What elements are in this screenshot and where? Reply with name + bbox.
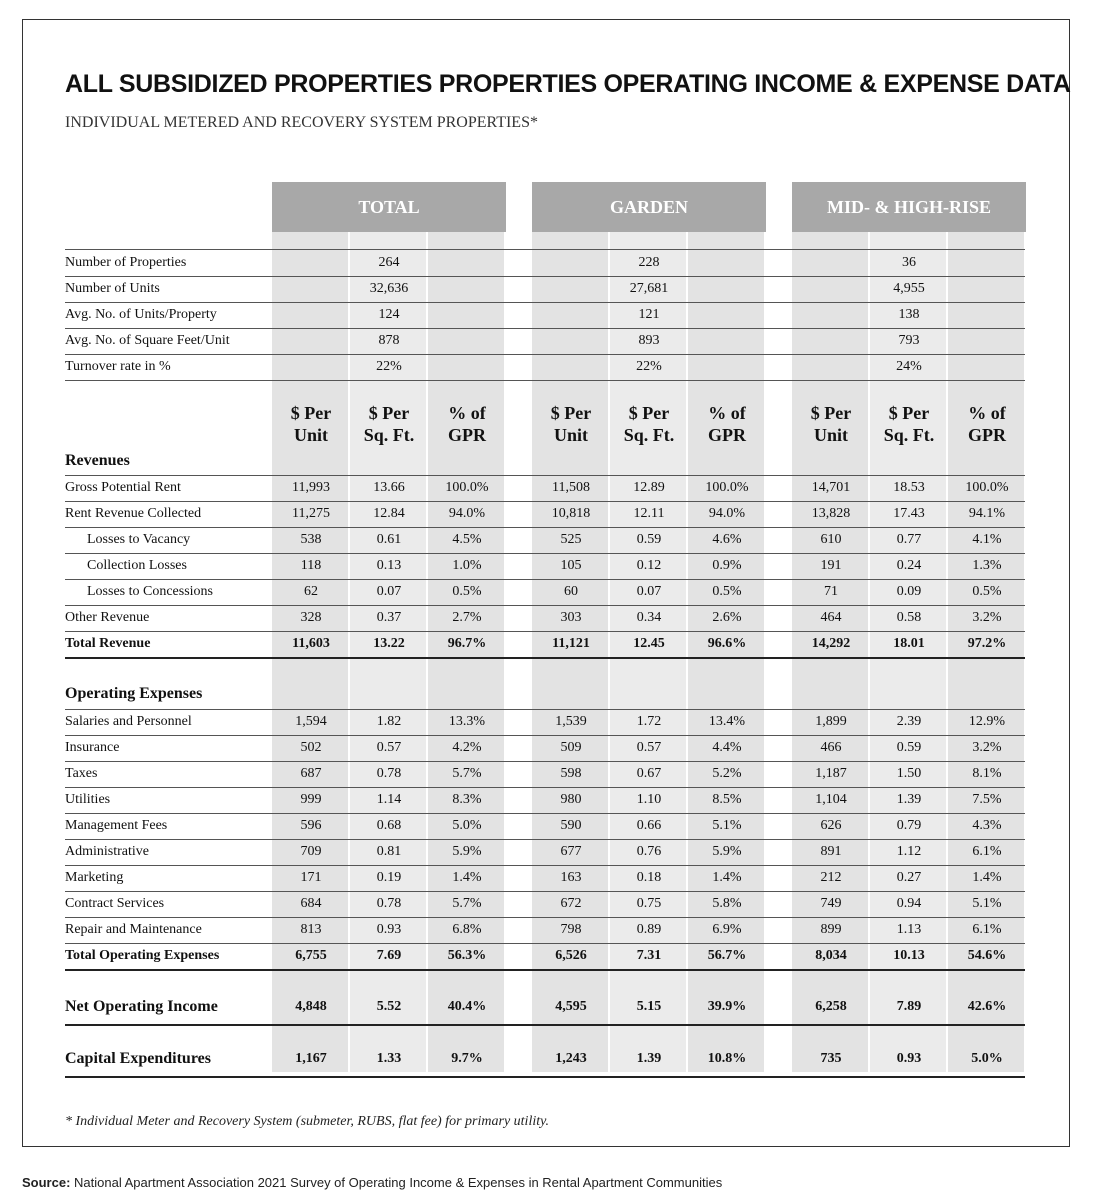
column-header-line2: Sq. Ft. [363,425,415,445]
table-cell: 626 [820,818,842,833]
table-cell: 100.0% [705,480,749,495]
table-cell: 60 [564,584,578,599]
row-label: Rent Revenue Collected [65,506,202,521]
table-cell: 6,258 [815,999,847,1014]
table-cell: 13,828 [811,506,851,521]
section-title-operating-expenses: Operating Expenses [65,685,203,702]
row-label: Contract Services [65,896,165,911]
expense-row [65,709,1025,736]
table-cell: 171 [300,870,322,885]
table-cell: 0.34 [636,610,662,625]
row-label: Repair and Maintenance [65,922,202,937]
table-cell: 5.1% [712,818,742,833]
row-label: Total Operating Expenses [65,948,220,963]
net-operating-income-row [65,990,1025,1026]
table-cell: 4,848 [295,999,327,1014]
table-cell: 10.8% [707,1051,747,1066]
table-cell: 0.78 [376,766,402,781]
table-cell: 96.6% [707,636,747,651]
table-cell: 13.3% [448,714,486,729]
table-cell: 464 [820,610,842,625]
table-cell: 0.79 [896,818,922,833]
table-cell: 12.11 [633,506,665,521]
row-label: Turnover rate in % [65,359,171,374]
table-cell: 18.53 [893,480,925,495]
column-header-line2: Unit [553,425,588,445]
table-cell: 1.0% [452,558,482,573]
table-cell: 12.45 [633,636,665,651]
column-header-line1: $ Per [888,403,930,423]
table-cell: 24% [896,359,922,374]
table-cell: 4.1% [972,532,1002,547]
summary-row [65,354,1025,381]
page-subtitle: INDIVIDUAL METERED AND RECOVERY SYSTEM PROPERTIES* [65,114,538,131]
revenue-row [65,605,1025,632]
table-cell: 0.24 [896,558,922,573]
table-cell: 590 [560,818,582,833]
table-cell: 5.0% [452,818,482,833]
table-cell: 5.8% [712,896,742,911]
table-cell: 163 [560,870,582,885]
group-header-total: TOTAL [272,182,506,232]
expense-row [65,839,1025,866]
table-cell: 212 [820,870,842,885]
table-cell: 8.1% [972,766,1002,781]
table-cell: 538 [300,532,322,547]
row-label: Total Revenue [65,636,151,651]
table-cell: 121 [638,307,660,322]
table-cell: 677 [560,844,582,859]
row-label: Marketing [65,870,124,885]
column-header-line2: GPR [448,425,486,445]
table-cell: 687 [300,766,322,781]
column-header-line2: GPR [708,425,746,445]
section-title-revenues: Revenues [65,452,130,469]
row-label: Management Fees [65,818,168,833]
table-cell: 96.7% [447,636,487,651]
column-header [350,402,428,446]
column-header-line2: Sq. Ft. [623,425,675,445]
table-cell: 12.9% [968,714,1006,729]
table-cell: 1,243 [555,1051,587,1066]
source-text: National Apartment Association 2021 Survey of Operating Income & Expenses in Rental Apartment Communities [74,1175,723,1190]
table-cell: 0.68 [376,818,402,833]
table-cell: 0.67 [636,766,662,781]
table-cell: 0.19 [376,870,402,885]
table-cell: 793 [898,333,920,348]
table-cell: 1.4% [712,870,742,885]
row-label: Administrative [65,844,149,859]
table-cell: 0.5% [972,584,1002,599]
column-header [870,402,948,446]
table-cell: 598 [560,766,582,781]
table-cell: 8.3% [452,792,482,807]
row-label: Avg. No. of Units/Property [65,307,217,322]
expense-row [65,735,1025,762]
table-cell: 11,603 [292,636,330,651]
table-cell: 899 [820,922,842,937]
column-header [688,402,766,446]
table-cell: 4.4% [712,740,742,755]
table-cell: 1.39 [896,792,922,807]
column-header [428,402,506,446]
table-cell: 7.31 [636,948,662,963]
table-cell: 12.89 [633,480,665,495]
summary-row [65,276,1025,303]
table-cell: 7.69 [376,948,402,963]
table-cell: 684 [300,896,322,911]
column-header [272,402,350,446]
revenue-row [65,475,1025,502]
column-header [610,402,688,446]
table-cell: 14,701 [811,480,851,495]
column-header-line2: Unit [293,425,328,445]
table-cell: 100.0% [445,480,489,495]
summary-row [65,328,1025,355]
table-cell: 1,167 [295,1051,327,1066]
table-cell: 8,034 [815,948,847,963]
table-cell: 56.3% [447,948,487,963]
table-cell: 6.1% [972,844,1002,859]
revenue-row [65,501,1025,528]
table-cell: 94.1% [968,506,1006,521]
column-header-line1: $ Per [628,403,670,423]
table-cell: 3.2% [972,740,1002,755]
table-cell: 94.0% [708,506,746,521]
table-cell: 11,993 [292,480,330,495]
source-label: Source: [22,1175,71,1190]
source-line [22,1175,722,1190]
table-cell: 0.59 [896,740,922,755]
table-cell: 0.5% [712,584,742,599]
table-cell: 97.2% [967,636,1007,651]
table-cell: 118 [300,558,322,573]
table-cell: 56.7% [707,948,747,963]
column-header-line1: % of [968,403,1006,423]
table-cell: 5.7% [452,766,482,781]
table-cell: 62 [304,584,318,599]
table-cell: 1.14 [376,792,402,807]
table-cell: 1,187 [815,766,847,781]
table-cell: 13.4% [708,714,746,729]
table-cell: 5.7% [452,896,482,911]
row-label: Other Revenue [65,610,150,625]
column-header-line1: $ Per [810,403,852,423]
expense-row [65,891,1025,918]
table-cell: 672 [560,896,582,911]
table-cell: 18.01 [893,636,925,651]
expense-row [65,865,1025,892]
column-header-line2: Unit [813,425,848,445]
table-cell: 525 [560,532,582,547]
row-label: Number of Units [65,281,160,296]
table-cell: 709 [300,844,322,859]
table-cell: 0.89 [636,922,662,937]
row-label: Capital Expenditures [65,1050,211,1067]
table-cell: 40.4% [447,999,487,1014]
revenue-row [65,553,1025,580]
group-header-garden: GARDEN [532,182,766,232]
table-cell: 0.78 [376,896,402,911]
table-cell: 509 [560,740,582,755]
expense-row [65,761,1025,788]
table-cell: 0.57 [636,740,662,755]
column-header-line1: $ Per [368,403,410,423]
table-cell: 596 [300,818,322,833]
table-cell: 0.12 [636,558,662,573]
table-cell: 138 [898,307,920,322]
table-cell: 2.6% [712,610,742,625]
table-cell: 893 [638,333,660,348]
table-cell: 5.15 [636,999,662,1014]
table-cell: 1.13 [896,922,922,937]
table-cell: 0.77 [896,532,922,547]
table-cell: 0.61 [376,532,402,547]
table-cell: 0.07 [636,584,662,599]
row-label: Collection Losses [87,558,187,573]
table-cell: 54.6% [967,948,1007,963]
capital-expenditures-row [65,1042,1025,1078]
table-cell: 0.58 [896,610,922,625]
table-cell: 0.66 [636,818,662,833]
table-cell: 4,595 [555,999,587,1014]
table-cell: 9.7% [451,1051,483,1066]
table-cell: 124 [378,307,400,322]
table-cell: 6,755 [295,948,327,963]
table-cell: 466 [820,740,842,755]
column-header-line1: % of [448,403,486,423]
table-cell: 502 [300,740,322,755]
expense-row [65,787,1025,814]
table-cell: 878 [378,333,400,348]
column-header-line2: Sq. Ft. [883,425,935,445]
row-label: Losses to Concessions [87,584,213,599]
table-cell: 798 [560,922,582,937]
row-label: Insurance [65,740,120,755]
table-cell: 71 [824,584,838,599]
table-cell: 6.9% [712,922,742,937]
row-label: Losses to Vacancy [87,532,191,547]
table-cell: 6,526 [555,948,587,963]
table-cell: 813 [300,922,322,937]
column-header [532,402,610,446]
table-cell: 2.39 [896,714,922,729]
table-cell: 42.6% [967,999,1007,1014]
table-cell: 4.2% [452,740,482,755]
expense-row [65,813,1025,840]
table-cell: 39.9% [707,999,747,1014]
table-cell: 980 [560,792,582,807]
table-cell: 27,681 [629,281,669,296]
table-cell: 1,104 [815,792,847,807]
row-label: Gross Potential Rent [65,480,181,495]
table-cell: 1.4% [452,870,482,885]
table-cell: 105 [560,558,582,573]
table-cell: 1.72 [636,714,662,729]
column-header-line2: GPR [968,425,1006,445]
table-cell: 0.07 [376,584,402,599]
table-cell: 3.2% [972,610,1002,625]
table-cell: 11,508 [552,480,590,495]
table-cell: 5.52 [376,999,402,1014]
table-cell: 1,539 [555,714,587,729]
table-cell: 0.37 [376,610,402,625]
table-cell: 0.75 [636,896,662,911]
table-cell: 0.76 [636,844,662,859]
table-cell: 94.0% [448,506,486,521]
table-cell: 6.1% [972,922,1002,937]
table-cell: 13.66 [373,480,405,495]
table-cell: 5.1% [972,896,1002,911]
summary-row [65,250,1025,277]
table-cell: 0.59 [636,532,662,547]
total-expenses-row [65,943,1025,971]
table-cell: 0.13 [376,558,402,573]
table-cell: 1,899 [815,714,847,729]
column-header-line1: $ Per [290,403,332,423]
table-cell: 17.43 [893,506,925,521]
table-cell: 4.3% [972,818,1002,833]
table-cell: 0.93 [896,1051,922,1066]
table-cell: 32,636 [369,281,409,296]
table-cell: 22% [636,359,662,374]
table-cell: 4,955 [893,281,925,296]
expense-row [65,917,1025,944]
column-header [792,402,870,446]
table-cell: 4.6% [712,532,742,547]
table-cell: 14,292 [811,636,851,651]
table-cell: 5.9% [452,844,482,859]
table-cell: 0.09 [896,584,922,599]
table-cell: 5.0% [971,1051,1003,1066]
table-cell: 264 [378,255,400,270]
table-cell: 1.39 [636,1051,662,1066]
table-cell: 999 [300,792,322,807]
table-cell: 7.89 [896,999,922,1014]
table-cell: 1.82 [376,714,402,729]
table-cell: 1,594 [295,714,327,729]
table-cell: 891 [820,844,842,859]
row-label: Taxes [65,766,98,781]
table-cell: 22% [376,359,402,374]
table-cell: 0.27 [896,870,922,885]
column-header-line1: % of [708,403,746,423]
table-cell: 0.94 [896,896,922,911]
table-cell: 36 [902,255,916,270]
table-cell: 735 [820,1051,842,1066]
table-cell: 749 [820,896,842,911]
row-label: Salaries and Personnel [65,714,192,729]
table-cell: 191 [820,558,842,573]
table-cell: 0.57 [376,740,402,755]
table-cell: 610 [820,532,842,547]
table-cell: 1.50 [896,766,922,781]
table-cell: 13.22 [373,636,405,651]
table-cell: 7.5% [972,792,1002,807]
revenue-row [65,579,1025,606]
footnote: * Individual Meter and Recovery System (submeter, RUBS, flat fee) for primary utility. [65,1114,550,1129]
row-label: Utilities [65,792,111,807]
table-cell: 0.9% [712,558,742,573]
column-header-line1: $ Per [550,403,592,423]
table-cell: 5.2% [712,766,742,781]
divider [65,249,1025,250]
table-cell: 0.18 [636,870,662,885]
summary-row [65,302,1025,329]
table-cell: 303 [560,610,582,625]
table-cell: 0.93 [376,922,402,937]
table-cell: 1.33 [376,1051,402,1066]
table-cell: 12.84 [373,506,405,521]
table-cell: 8.5% [712,792,742,807]
row-label: Net Operating Income [65,998,218,1015]
table-cell: 6.8% [452,922,482,937]
total-revenue-row [65,631,1025,659]
table-cell: 1.10 [636,792,662,807]
table-cell: 10.13 [893,948,925,963]
table-cell: 2.7% [452,610,482,625]
table-cell: 228 [638,255,660,270]
table-cell: 1.3% [972,558,1002,573]
row-label: Number of Properties [65,255,187,270]
table-cell: 1.12 [896,844,922,859]
row-label: Avg. No. of Square Feet/Unit [65,333,230,348]
table-cell: 11,121 [552,636,590,651]
revenue-row [65,527,1025,554]
table-cell: 5.9% [712,844,742,859]
table-cell: 10,818 [551,506,591,521]
column-header [948,402,1026,446]
table-cell: 1.4% [972,870,1002,885]
table-cell: 100.0% [965,480,1009,495]
table-cell: 0.81 [376,844,402,859]
table-cell: 11,275 [292,506,330,521]
table-cell: 0.5% [452,584,482,599]
group-header-mid-high-rise: MID- & HIGH-RISE [792,182,1026,232]
table-cell: 328 [300,610,322,625]
page-title: ALL SUBSIDIZED PROPERTIES PROPERTIES OPERATING INCOME & EXPENSE DATA [65,70,1071,98]
table-cell: 4.5% [452,532,482,547]
